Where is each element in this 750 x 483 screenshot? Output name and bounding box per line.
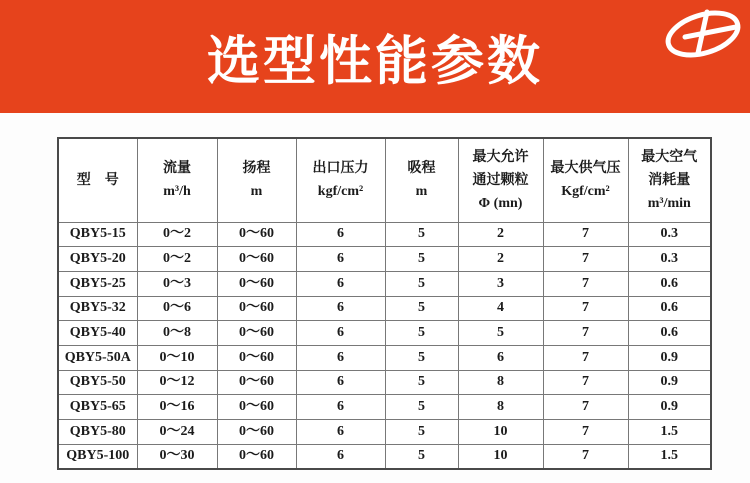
- cell-max-air-consumption: 0.3: [628, 222, 711, 247]
- cell-max-particle: 6: [458, 345, 543, 370]
- cell-model: QBY5-25: [58, 271, 137, 296]
- cell-flow: 0～30: [137, 444, 217, 469]
- cell-flow: 0～6: [137, 296, 217, 321]
- table-row: [58, 370, 711, 395]
- cell-max-air-consumption: 0.9: [628, 370, 711, 395]
- cell-max-air-pressure: 7: [543, 395, 628, 420]
- cell-max-air-pressure: 7: [543, 222, 628, 247]
- cell-flow: 0～24: [137, 420, 217, 445]
- cell-outlet-pressure: 6: [296, 271, 385, 296]
- cell-flow: 0～16: [137, 395, 217, 420]
- table-row: [58, 296, 711, 321]
- table-row: [58, 247, 711, 272]
- table-row: [58, 321, 711, 346]
- cell-suction: 5: [385, 271, 458, 296]
- cell-outlet-pressure: 6: [296, 420, 385, 445]
- cell-max-air-pressure: 7: [543, 296, 628, 321]
- cell-max-air-pressure: 7: [543, 247, 628, 272]
- cell-max-particle: 10: [458, 444, 543, 469]
- col-header-flow: 流量 m³/h: [137, 138, 217, 222]
- cell-head: 0～60: [217, 296, 296, 321]
- cell-head: 0～60: [217, 271, 296, 296]
- cell-outlet-pressure: 6: [296, 296, 385, 321]
- cell-suction: 5: [385, 345, 458, 370]
- col-header-model: 型 号: [58, 138, 137, 222]
- cell-max-air-consumption: 0.9: [628, 395, 711, 420]
- cell-model: QBY5-65: [58, 395, 137, 420]
- cell-flow: 0～2: [137, 222, 217, 247]
- col-header-outlet-pressure: 出口压力 kgf/cm²: [296, 138, 385, 222]
- cell-suction: 5: [385, 222, 458, 247]
- cell-model: QBY5-100: [58, 444, 137, 469]
- cell-suction: 5: [385, 247, 458, 272]
- cell-head: 0～60: [217, 345, 296, 370]
- cell-outlet-pressure: 6: [296, 370, 385, 395]
- cell-max-particle: 3: [458, 271, 543, 296]
- cell-max-particle: 4: [458, 296, 543, 321]
- cell-max-air-consumption: 1.5: [628, 444, 711, 469]
- cell-suction: 5: [385, 321, 458, 346]
- cell-model: QBY5-40: [58, 321, 137, 346]
- cell-max-air-pressure: 7: [543, 420, 628, 445]
- cell-head: 0～60: [217, 370, 296, 395]
- cell-outlet-pressure: 6: [296, 321, 385, 346]
- cell-flow: 0～12: [137, 370, 217, 395]
- cell-suction: 5: [385, 420, 458, 445]
- cell-head: 0～60: [217, 222, 296, 247]
- cell-head: 0～60: [217, 444, 296, 469]
- cell-max-air-consumption: 0.9: [628, 345, 711, 370]
- table-row: [58, 420, 711, 445]
- cell-max-particle: 8: [458, 370, 543, 395]
- table-row: [58, 345, 711, 370]
- cell-outlet-pressure: 6: [296, 222, 385, 247]
- cell-model: QBY5-20: [58, 247, 137, 272]
- cell-max-air-pressure: 7: [543, 444, 628, 469]
- cell-max-particle: 2: [458, 247, 543, 272]
- cell-max-air-pressure: 7: [543, 345, 628, 370]
- spec-table: [57, 137, 712, 470]
- cell-flow: 0～3: [137, 271, 217, 296]
- cell-max-air-consumption: 0.6: [628, 321, 711, 346]
- cell-outlet-pressure: 6: [296, 247, 385, 272]
- oval-brand-logo-icon: [662, 5, 744, 63]
- table-row: [58, 222, 711, 247]
- cell-outlet-pressure: 6: [296, 395, 385, 420]
- cell-max-air-pressure: 7: [543, 321, 628, 346]
- cell-model: QBY5-32: [58, 296, 137, 321]
- cell-suction: 5: [385, 395, 458, 420]
- col-header-max-air-pressure: 最大供气压 Kgf/cm²: [543, 138, 628, 222]
- cell-suction: 5: [385, 444, 458, 469]
- cell-model: QBY5-80: [58, 420, 137, 445]
- col-header-head: 扬程 m: [217, 138, 296, 222]
- cell-max-air-consumption: 0.6: [628, 296, 711, 321]
- table-row: [58, 395, 711, 420]
- cell-head: 0～60: [217, 321, 296, 346]
- cell-max-air-pressure: 7: [543, 370, 628, 395]
- table-row: [58, 444, 711, 469]
- cell-head: 0～60: [217, 395, 296, 420]
- cell-flow: 0～10: [137, 345, 217, 370]
- cell-model: QBY5-50: [58, 370, 137, 395]
- cell-flow: 0～2: [137, 247, 217, 272]
- cell-max-air-pressure: 7: [543, 271, 628, 296]
- cell-flow: 0～8: [137, 321, 217, 346]
- cell-max-air-consumption: 0.3: [628, 247, 711, 272]
- cell-max-particle: 10: [458, 420, 543, 445]
- cell-max-particle: 2: [458, 222, 543, 247]
- cell-max-air-consumption: 0.6: [628, 271, 711, 296]
- cell-model: QBY5-50A: [58, 345, 137, 370]
- col-header-max-particle: 最大允许 通过颗粒 Φ (mn): [458, 138, 543, 222]
- cell-max-particle: 8: [458, 395, 543, 420]
- cell-max-air-consumption: 1.5: [628, 420, 711, 445]
- col-header-suction: 吸程 m: [385, 138, 458, 222]
- col-header-max-air-consumption: 最大空气 消耗量 m³/min: [628, 138, 711, 222]
- cell-outlet-pressure: 6: [296, 345, 385, 370]
- header-banner: [0, 0, 750, 113]
- cell-max-particle: 5: [458, 321, 543, 346]
- page-title: 选型性能参数: [207, 32, 543, 91]
- cell-head: 0～60: [217, 420, 296, 445]
- header-row: [58, 138, 711, 222]
- cell-suction: 5: [385, 370, 458, 395]
- cell-head: 0～60: [217, 247, 296, 272]
- cell-outlet-pressure: 6: [296, 444, 385, 469]
- cell-suction: 5: [385, 296, 458, 321]
- cell-model: QBY5-15: [58, 222, 137, 247]
- table-row: [58, 271, 711, 296]
